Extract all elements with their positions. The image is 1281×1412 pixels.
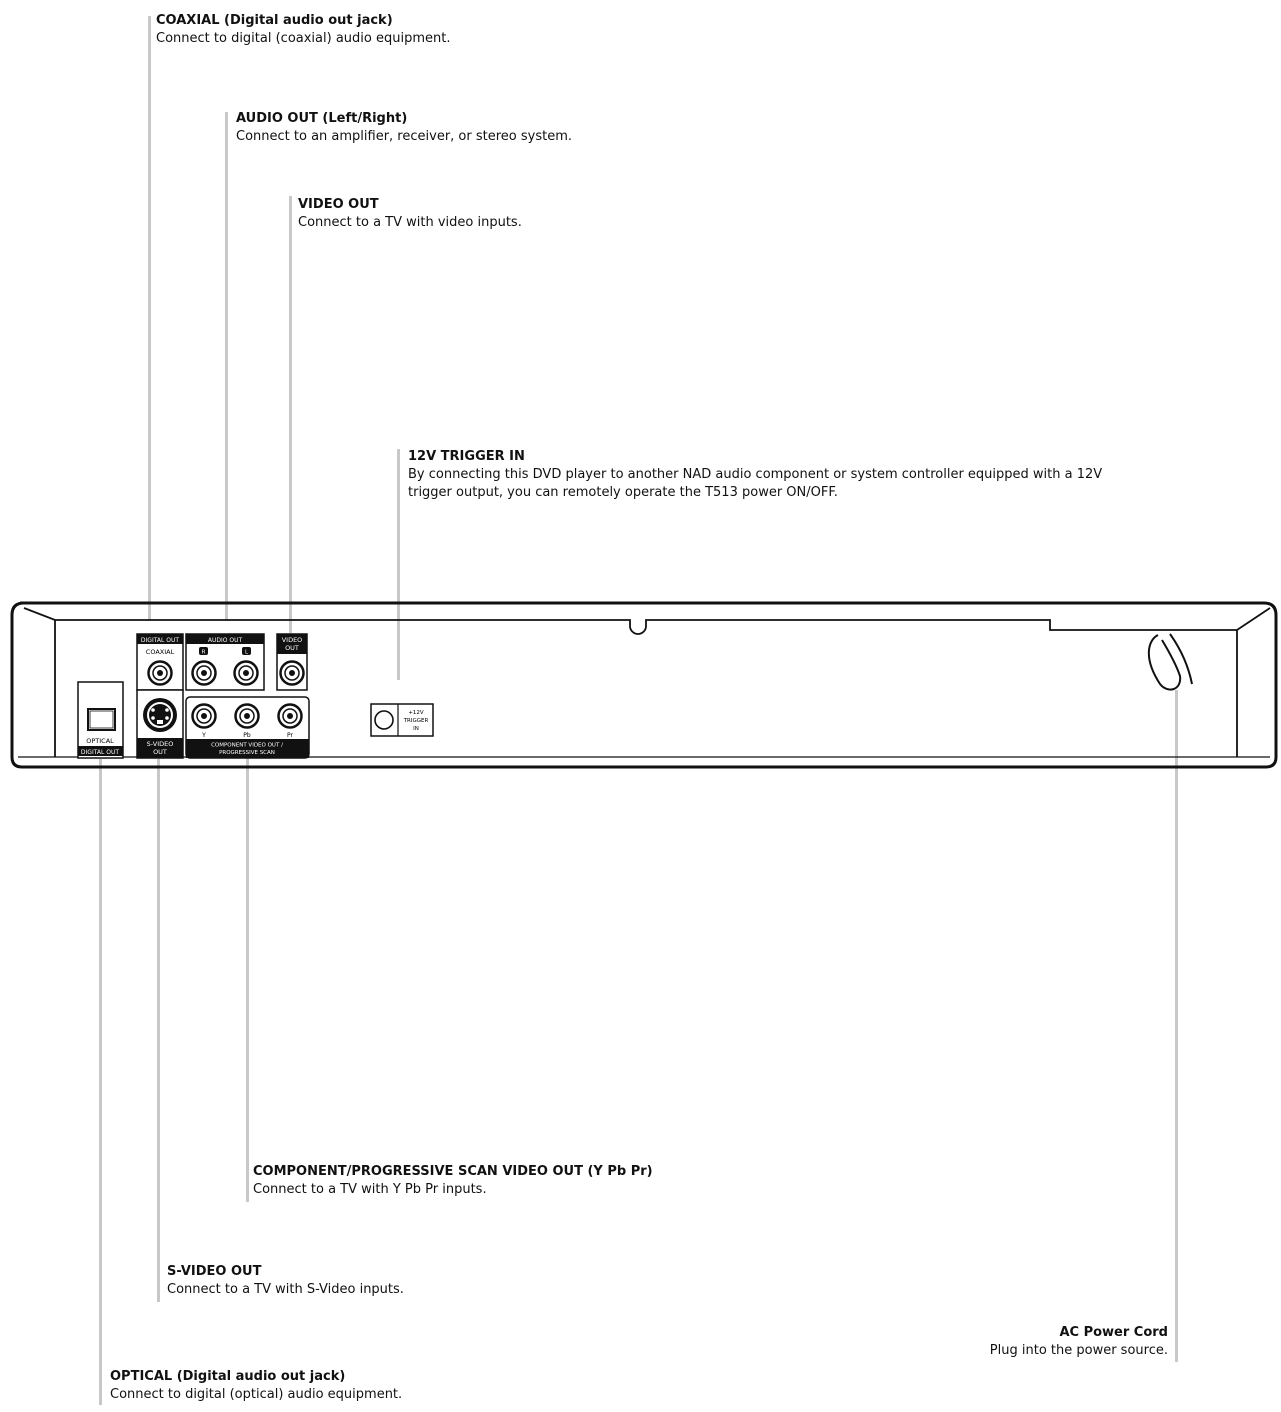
audio-left-panel-label: L	[244, 649, 249, 656]
video-out-panel-label: OUT	[285, 644, 299, 652]
component-panel-label-2: PROGRESSIVE SCAN	[219, 750, 275, 756]
video-panel-label: VIDEO	[281, 636, 303, 644]
audio-out-panel-label: AUDIO OUT	[207, 637, 243, 644]
trigger-panel-label-1: +12V	[408, 710, 424, 716]
svideo-leader-line	[157, 759, 160, 1302]
optical-panel-label: OPTICAL	[86, 737, 114, 745]
audio-right-panel-label: R	[201, 649, 206, 656]
svideo-callout	[167, 1263, 404, 1299]
power-callout	[990, 1324, 1168, 1360]
power-leader-line	[1175, 690, 1178, 1362]
optical-title: OPTICAL (Digital audio out jack)	[110, 1369, 346, 1384]
optical-callout	[110, 1368, 402, 1404]
power-description: Plug into the power source.	[989, 1343, 1168, 1358]
component-panel-label-1: COMPONENT VIDEO OUT /	[211, 742, 283, 749]
coaxial-title: COAXIAL (Digital audio out jack)	[156, 13, 393, 28]
component-pb-panel-label: Pb	[243, 732, 251, 739]
audio-out-description: Connect to an amplifier, receiver, or stereo system.	[236, 129, 572, 144]
video-out-description: Connect to a TV with video inputs.	[298, 215, 522, 230]
trigger-description: By connecting this DVD player to another NAD audio component or system controller equipped with a 12V trigger output, you can remotely operate the T513 power ON/OFF.	[408, 467, 1103, 500]
svideo-jack	[137, 690, 183, 758]
digital-out-panel-label: DIGITAL OUT	[140, 637, 180, 644]
optical-jack	[78, 682, 123, 758]
component-title: COMPONENT/PROGRESSIVE SCAN VIDEO OUT (Y Pb Pr)	[253, 1164, 653, 1179]
svideo-title: S-VIDEO OUT	[167, 1264, 262, 1279]
coaxial-description: Connect to digital (coaxial) audio equipment.	[156, 31, 451, 46]
component-description: Connect to a TV with Y Pb Pr inputs.	[253, 1182, 487, 1197]
component-video-jacks	[186, 697, 309, 758]
coaxial-jack	[137, 634, 183, 690]
optical-leader-line	[99, 759, 102, 1405]
optical-description: Connect to digital (optical) audio equipment.	[110, 1387, 403, 1402]
component-leader-line	[246, 752, 249, 1202]
video-out-jack	[277, 634, 307, 690]
video-out-title: VIDEO OUT	[298, 197, 379, 212]
component-y-panel-label: Y	[202, 732, 206, 739]
trigger-panel-label-3: IN	[413, 726, 419, 732]
power-title: AC Power Cord	[1059, 1325, 1168, 1340]
trigger-jack	[371, 704, 433, 736]
optical-digital-out-panel-label: DIGITAL OUT	[80, 749, 120, 756]
svideo-out-panel-label: OUT	[153, 748, 167, 756]
power-cord-icon	[1149, 634, 1192, 690]
svideo-panel-label: S-VIDEO	[146, 740, 174, 748]
audio-out-jacks	[186, 634, 264, 690]
component-callout	[253, 1163, 653, 1199]
trigger-panel-label-2: TRIGGER	[403, 718, 429, 724]
audio-out-title: AUDIO OUT (Left/Right)	[236, 111, 408, 126]
component-pr-panel-label: Pr	[287, 732, 293, 739]
coaxial-panel-label: COAXIAL	[145, 648, 175, 656]
trigger-title: 12V TRIGGER IN	[408, 449, 525, 464]
svideo-description: Connect to a TV with S-Video inputs.	[167, 1282, 404, 1297]
